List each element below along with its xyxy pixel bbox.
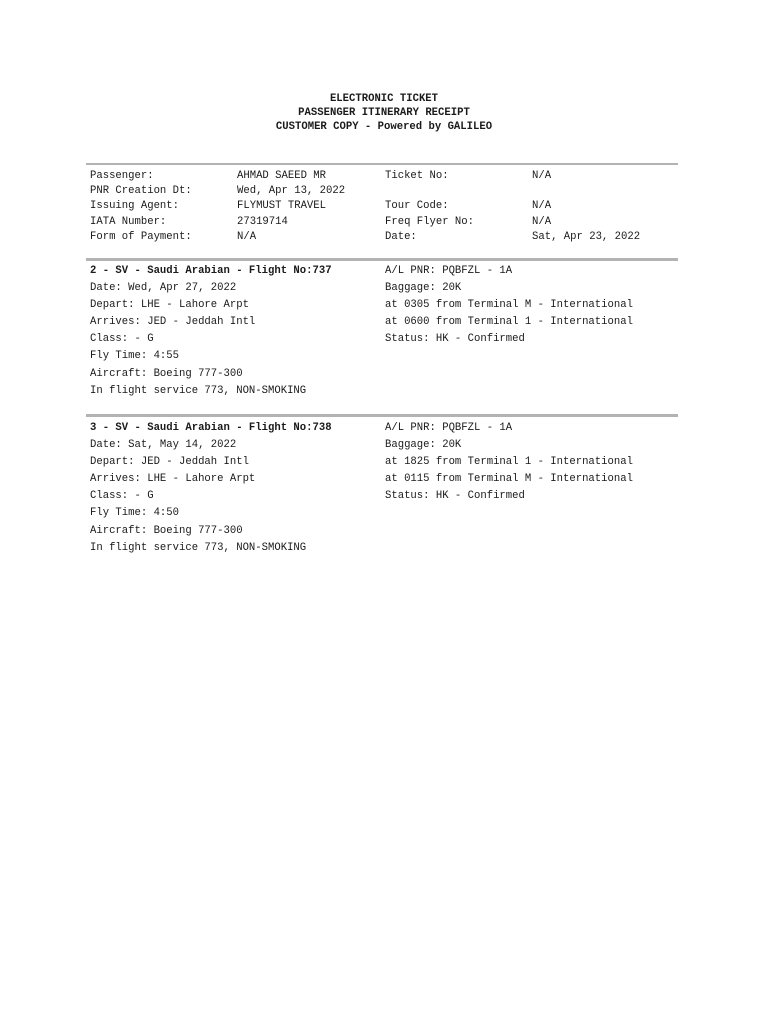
issuing-agent-label: Issuing Agent:: [90, 200, 180, 213]
info-row-payment: [90, 230, 680, 245]
depart: Depart: JED - Jeddah Intl: [90, 456, 249, 469]
ticket-no-value: N/A: [532, 170, 552, 182]
fly-time: Fly Time: 4:50: [90, 507, 180, 520]
iata-number-value: 27319714: [237, 215, 288, 228]
form-of-payment-label: Form of Payment:: [90, 230, 192, 243]
segment-date: Date: Sat, May 14, 2022: [90, 439, 237, 452]
aircraft: Aircraft: Boeing 777-300: [90, 524, 243, 537]
segment-row: [90, 488, 680, 505]
segment-row: [90, 471, 680, 488]
segment-row: [90, 280, 680, 297]
baggage: Baggage: 20K: [385, 439, 462, 452]
divider: [86, 414, 678, 417]
segment-row: [90, 540, 680, 557]
depart: Depart: LHE - Lahore Arpt: [90, 299, 249, 312]
issuing-agent-value: FLYMUST TRAVEL: [237, 200, 327, 213]
pnr-creation-value: Wed, Apr 13, 2022: [237, 185, 346, 198]
arrive-time: at 0600 from Terminal 1 - International: [385, 316, 633, 329]
passenger-label: Passenger:: [90, 170, 154, 182]
info-row-pnr-creation: [90, 184, 680, 199]
class: Class: - G: [90, 490, 154, 503]
class: Class: - G: [90, 333, 154, 346]
flight-segment-1: [90, 263, 680, 400]
date-label: Date:: [385, 230, 417, 243]
segment-row: [90, 437, 680, 454]
divider: [86, 163, 678, 165]
status: Status: HK - Confirmed: [385, 490, 525, 503]
fly-time: Fly Time: 4:55: [90, 350, 180, 363]
airline-pnr: A/L PNR: PQBFZL - 1A: [385, 265, 513, 277]
segment-row: [90, 314, 680, 331]
segment-row: [90, 420, 680, 437]
depart-time: at 0305 from Terminal M - International: [385, 299, 633, 312]
tour-code-value: N/A: [532, 200, 552, 213]
baggage: Baggage: 20K: [385, 282, 462, 295]
segment-row: [90, 383, 680, 400]
passenger-info-block: [90, 169, 680, 245]
inflight-service: In flight service 773, NON-SMOKING: [90, 541, 307, 554]
freq-flyer-value: N/A: [532, 215, 552, 228]
segment-date: Date: Wed, Apr 27, 2022: [90, 282, 237, 295]
passenger-value: AHMAD SAEED MR: [237, 170, 327, 182]
status: Status: HK - Confirmed: [385, 333, 525, 346]
iata-number-label: IATA Number:: [90, 215, 167, 228]
inflight-service: In flight service 773, NON-SMOKING: [90, 384, 307, 397]
divider: [86, 258, 678, 261]
info-row-issuing-agent: [90, 199, 680, 214]
flight-segment-2: [90, 420, 680, 557]
info-row-iata: [90, 215, 680, 230]
arrives: Arrives: JED - Jeddah Intl: [90, 316, 256, 329]
header-subtitle: PASSENGER ITINERARY RECEIPT: [298, 107, 470, 119]
pnr-creation-label: PNR Creation Dt:: [90, 185, 192, 198]
header-copy-line: CUSTOMER COPY - Powered by GALILEO: [275, 121, 493, 133]
ticket-no-label: Ticket No:: [385, 170, 449, 182]
segment-row: [90, 366, 680, 383]
arrives: Arrives: LHE - Lahore Arpt: [90, 473, 256, 486]
segment-title: 2 - SV - Saudi Arabian - Flight No:737: [90, 265, 332, 277]
receipt-header: [0, 92, 768, 134]
info-row-passenger: [90, 169, 680, 184]
airline-pnr: A/L PNR: PQBFZL - 1A: [385, 422, 513, 434]
header-title: ELECTRONIC TICKET: [329, 93, 439, 105]
arrive-time: at 0115 from Terminal M - International: [385, 473, 633, 486]
segment-row: [90, 505, 680, 522]
date-value: Sat, Apr 23, 2022: [532, 230, 641, 243]
segment-row: [90, 263, 680, 280]
segment-row: [90, 523, 680, 540]
depart-time: at 1825 from Terminal 1 - International: [385, 456, 633, 469]
form-of-payment-value: N/A: [237, 230, 257, 243]
freq-flyer-label: Freq Flyer No:: [385, 215, 475, 228]
aircraft: Aircraft: Boeing 777-300: [90, 367, 243, 380]
segment-title: 3 - SV - Saudi Arabian - Flight No:738: [90, 422, 332, 434]
segment-row: [90, 454, 680, 471]
tour-code-label: Tour Code:: [385, 200, 449, 213]
segment-row: [90, 348, 680, 365]
segment-row: [90, 331, 680, 348]
segment-row: [90, 297, 680, 314]
